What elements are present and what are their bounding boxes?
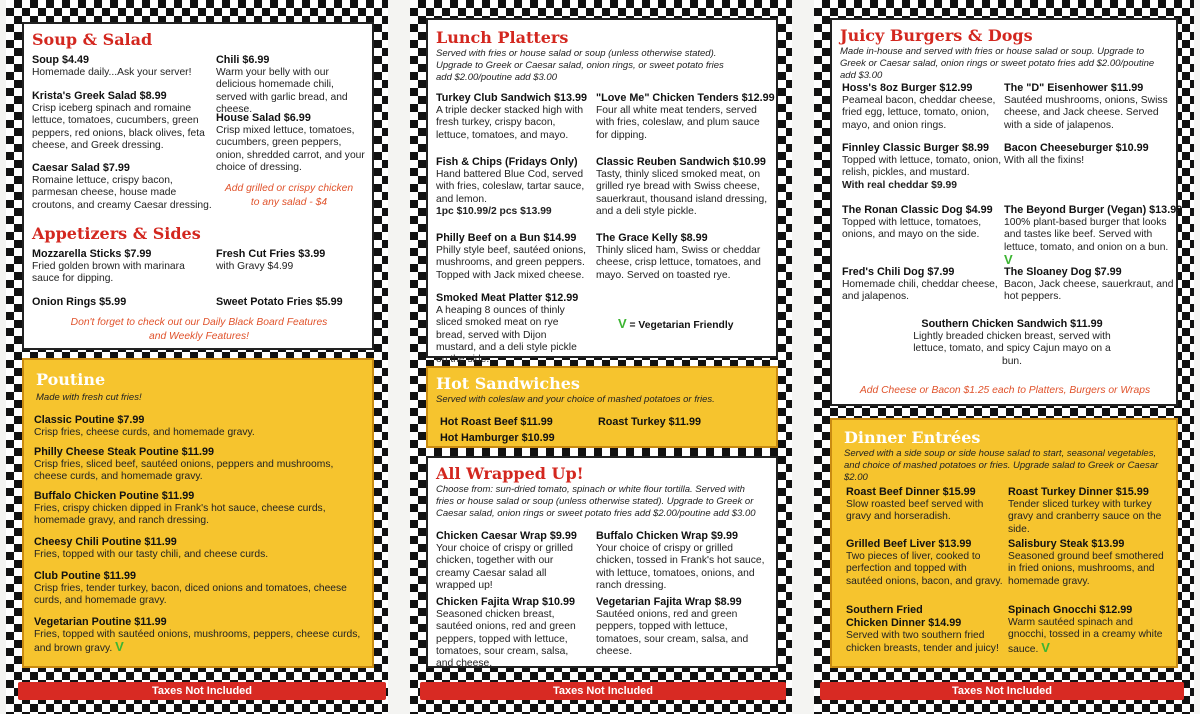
item-name: Krista's Greek Salad $8.99: [32, 90, 167, 102]
menu-item: [912, 318, 1112, 368]
menu-item: [34, 446, 364, 484]
vegetarian-icon: V: [618, 316, 627, 331]
item-desc: Your choice of crispy or grilled chicken, tossed in Frank's hot sauce, with lettuce, tomatoes, onions, and ranch dressing.: [596, 543, 765, 591]
poutine-box: [22, 358, 374, 668]
item-desc: Lightly breaded chicken breast, served with lettuce, tomato, and spicy Cajun mayo on a bun.: [913, 331, 1111, 367]
menu-item: [842, 82, 1002, 132]
item-desc: Topped with lettuce, tomato, onion, relish, pickles, and mustard.: [842, 155, 1002, 179]
item-desc: Seasoned chicken breast, sautéed onions, red and green peppers, topped with lettuce, tomatoes, sour cream, salsa, and cheese.: [436, 609, 576, 670]
item-name: The Ronan Classic Dog $4.99: [842, 204, 993, 216]
menu-item: [846, 486, 1006, 524]
menu-item: [216, 296, 366, 309]
item-name: Buffalo Chicken Wrap $9.99: [596, 530, 738, 542]
menu-item: [436, 596, 588, 670]
item-desc: Crisp fries, tender turkey, bacon, diced onions and tomatoes, cheese curds, and homemade gravy.: [34, 583, 347, 607]
menu-item: [34, 490, 364, 528]
menu-item: [216, 248, 366, 273]
menu-item: [846, 604, 1006, 655]
dinner-entrees-box: [830, 418, 1178, 668]
burgers-heading: Juicy Burgers & Dogs: [840, 26, 1033, 45]
item-desc: Philly style beef, sautéed onions, mushrooms, and green peppers. Topped with Jack mixed cheese.: [436, 245, 586, 281]
menu-item: [34, 536, 364, 561]
item-desc: Slow roasted beef served with gravy and horseradish.: [846, 499, 984, 523]
menu-item: [32, 54, 212, 79]
dinner-heading: Dinner Entrées: [844, 428, 981, 447]
item-desc: Thinly sliced ham, Swiss or cheddar cheese, crisp lettuce, tomatoes, and mayo. Served on toasted rye.: [596, 245, 761, 281]
appetizers-heading: Appetizers & Sides: [32, 224, 201, 243]
dinner-subtitle: Served with a side soup or side house salad to start, seasonal vegetables, and choice of mashed potatoes or fries. Upgrade salad to Greek or Caesar $2.00: [844, 448, 1159, 483]
item-name: Fred's Chili Dog $7.99: [842, 266, 955, 278]
menu-item: [596, 156, 772, 218]
item-name: Hot Hamburger $10.99: [440, 432, 555, 444]
daily-features-note: Don't forget to check out our Daily Black Board Features and Weekly Features!: [70, 317, 328, 342]
all-wrapped-box: [426, 456, 778, 668]
menu-item: [1004, 266, 1174, 304]
item-name: The Beyond Burger (Vegan) $13.99: [1004, 204, 1183, 216]
soup-salad-heading: Soup & Salad: [32, 30, 153, 49]
item-name-line2: Chicken Dinner $14.99: [846, 617, 962, 630]
item-desc: Crisp iceberg spinach and romaine lettuce, tomatoes, cucumbers, green peppers, red onions, black olives, feta cheese, and Greek dressing.: [32, 103, 205, 151]
item-desc: Your choice of crispy or grilled chicken, together with our creamy Caesar salad all wrapped up!: [436, 543, 573, 591]
item-desc: Four all white meat tenders, served with fries, coleslaw, and plum sauce for dipping.: [596, 105, 760, 141]
menu-item: [596, 596, 772, 658]
wrapped-subtitle: Choose from: sun-dried tomato, spinach or white flour tortilla. Served with fries or house salad or soup (unless otherwise stated). Upgrade to Greek or Caesar salad, onion rings or sweet potato fries add $2.00/poutine add $3.00: [436, 484, 756, 519]
taxes-bar-middle: Taxes Not Included: [420, 682, 786, 700]
item-desc: with Gravy $4.99: [216, 261, 294, 273]
item-name: Grilled Beef Liver $13.99: [846, 538, 972, 550]
item-name: The "D" Eisenhower $11.99: [1004, 82, 1144, 94]
menu-item: [32, 90, 210, 152]
item-name: Roast Beef Dinner $15.99: [846, 486, 976, 498]
menu-item: [32, 248, 202, 286]
hot-sandwiches-subtitle: Served with coleslaw and your choice of mashed potatoes or fries.: [436, 394, 715, 405]
menu-item: [842, 142, 1002, 192]
item-name: Classic Poutine $7.99: [34, 414, 145, 426]
item-desc: A heaping 8 ounces of thinly sliced smoked meat on rye bread, served with Dijon mustard, and a deli style pickle on the side.: [436, 305, 577, 366]
item-desc: 100% plant-based burger that looks and tastes like beef. Served with lettuce, tomato, and onion on a bun. V: [1004, 217, 1169, 267]
wrapped-heading: All Wrapped Up!: [436, 464, 584, 483]
item-desc: Sautéed onions, red and green peppers, topped with lettuce, tomatoes, sour cream, salsa, and cheese.: [596, 609, 749, 657]
item-desc: Romaine lettuce, crispy bacon, parmesan cheese, house made croutons, and creamy Caesar dressing.: [32, 175, 212, 211]
vegetarian-icon: V: [1004, 251, 1013, 267]
poutine-heading: Poutine: [36, 370, 106, 389]
menu-item: [846, 538, 1006, 588]
menu-item: [436, 156, 588, 218]
item-desc: Tender sliced turkey with turkey gravy and cranberry sauce on the side.: [1008, 499, 1162, 535]
item-name: Chicken Caesar Wrap $9.99: [436, 530, 577, 542]
taxes-bar-left: Taxes Not Included: [18, 682, 386, 700]
item-name: Philly Beef on a Bun $14.99: [436, 232, 577, 244]
item-name: Soup $4.49: [32, 54, 90, 66]
vegetarian-legend: [618, 318, 768, 332]
item-name: Southern Chicken Sandwich $11.99: [921, 318, 1103, 330]
item-name: Buffalo Chicken Poutine $11.99: [34, 490, 195, 502]
item-desc: Sautéed mushrooms, onions, Swiss cheese, and Jack cheese. Served with a side of jalapenos.: [1004, 95, 1168, 131]
item-name: Roast Turkey Dinner $15.99: [1008, 486, 1149, 498]
item-desc: Warm your belly with our delicious homemade chili, served with garlic bread, and cheese.: [216, 67, 348, 115]
menu-item: [440, 416, 553, 429]
menu-item: [596, 92, 775, 142]
menu-item: [1008, 538, 1172, 588]
item-name: Chili $6.99: [216, 54, 270, 66]
item-name: Turkey Club Sandwich $13.99: [436, 92, 588, 104]
item-name: Chicken Fajita Wrap $10.99: [436, 596, 576, 608]
item-name: Smoked Meat Platter $12.99: [436, 292, 579, 304]
item-name: Finnley Classic Burger $8.99: [842, 142, 990, 154]
item-price-detail: With real cheddar $9.99: [842, 179, 957, 191]
hot-sandwiches-heading: Hot Sandwiches: [436, 374, 580, 393]
item-name: Fish & Chips (Fridays Only): [436, 156, 578, 168]
item-desc: Crisp fries, sliced beef, sautéed onions, peppers and mushrooms, cheese curds, and homemade gravy.: [34, 459, 334, 483]
item-price-detail: 1pc $10.99/2 pcs $13.99: [436, 205, 552, 217]
item-name: Spinach Gnocchi $12.99: [1008, 604, 1133, 616]
item-name: The Sloaney Dog $7.99: [1004, 266, 1122, 278]
menu-item: [596, 232, 772, 282]
lunch-platters-box: [426, 18, 778, 366]
item-name: Vegetarian Poutine $11.99: [34, 616, 167, 628]
item-name: Hoss's 8oz Burger $12.99: [842, 82, 973, 94]
vegetarian-icon: V: [115, 639, 124, 655]
poutine-subtitle: Made with fresh cut fries!: [36, 392, 142, 403]
menu-item: [842, 266, 1002, 304]
item-desc: Fried golden brown with marinara sauce for dipping.: [32, 261, 185, 285]
hot-sandwiches-box: [426, 366, 778, 448]
item-desc: Served with two southern fried chicken breasts, tender and juicy!: [846, 630, 999, 654]
item-desc: Topped with lettuce, tomatoes, onions, and mayo on the side.: [842, 217, 982, 241]
menu-item: [436, 232, 588, 282]
add-cheese-bacon-note: Add Cheese or Bacon $1.25 each to Platters, Burgers or Wraps: [859, 385, 1151, 396]
menu-item: [32, 162, 212, 212]
menu-item: [1008, 604, 1172, 656]
menu-item: [1004, 204, 1183, 268]
menu-item: [598, 416, 701, 429]
item-desc: Fries, topped with our tasty chili, and cheese curds.: [34, 549, 269, 561]
item-name: The Grace Kelly $8.99: [596, 232, 708, 244]
item-desc: Crisp fries, cheese curds, and homemade gravy.: [34, 427, 255, 439]
item-name: Bacon Cheeseburger $10.99: [1004, 142, 1149, 154]
item-desc: Crisp mixed lettuce, tomatoes, cucumbers, green peppers, onion, shredded carrot, and your choice of dressing.: [216, 125, 365, 173]
menu-item: [216, 112, 366, 174]
item-name: Cheesy Chili Poutine $11.99: [34, 536, 177, 548]
item-name: Southern Fried: [846, 604, 923, 616]
item-name: Vegetarian Fajita Wrap $8.99: [596, 596, 742, 608]
menu-item: [596, 530, 772, 592]
item-name: Philly Cheese Steak Poutine $11.99: [34, 446, 215, 458]
item-desc: Homemade chili, cheddar cheese, and jalapenos.: [842, 279, 998, 303]
item-desc: A triple decker stacked high with fresh turkey, crispy bacon, lettuce, tomatoes, and mayo.: [436, 105, 584, 141]
item-name: Club Poutine $11.99: [34, 570, 137, 582]
item-desc: Fries, topped with sautéed onions, mushrooms, peppers, cheese curds, and brown gravy. V: [34, 629, 361, 655]
menu-item: [1008, 486, 1172, 536]
item-name: Mozzarella Sticks $7.99: [32, 248, 152, 260]
menu-item: [32, 296, 202, 309]
taxes-bar-right: Taxes Not Included: [820, 682, 1184, 700]
item-desc: Peameal bacon, cheddar cheese, fried egg, lettuce, tomato, onion, mayo, and onion rings.: [842, 95, 996, 131]
soup-salad-box: [22, 22, 374, 350]
burgers-dogs-box: [830, 18, 1183, 406]
item-name: Roast Turkey $11.99: [598, 416, 702, 428]
item-name: Caesar Salad $7.99: [32, 162, 130, 174]
item-desc: Warm sautéed spinach and gnocchi, tossed in a creamy white sauce. V: [1008, 617, 1163, 655]
item-desc: Fries, crispy chicken dipped in Frank's hot sauce, cheese curds, homemade gravy, and ranch dressing.: [34, 503, 326, 527]
menu-item: [436, 292, 588, 366]
item-name: Classic Reuben Sandwich $10.99: [596, 156, 766, 168]
salad-chicken-note: Add grilled or crispy chicken to any salad - $4: [224, 183, 354, 208]
item-name: Fresh Cut Fries $3.99: [216, 248, 326, 260]
menu-item: [34, 414, 364, 439]
burgers-subtitle: Made in-house and served with fries or house salad or soup. Upgrade to Greek or Caesar salad, onion rings or sweet potato fries add $2.00/poutine add $3.00: [840, 46, 1155, 81]
menu-item: [1004, 82, 1174, 132]
item-name: Onion Rings $5.99: [32, 296, 127, 308]
menu-item: [34, 570, 364, 608]
item-name: Sweet Potato Fries $5.99: [216, 296, 343, 308]
lunch-subtitle: Served with fries or house salad or soup (unless otherwise stated). Upgrade to Greek or Caesar salad, onion rings, or sweet potato fries add $2.00/poutine add $3.00: [436, 48, 724, 83]
vegetarian-icon: V: [1041, 639, 1050, 655]
item-desc: Seasoned ground beef smothered in fried onions, mushrooms, and homemade gravy.: [1008, 551, 1164, 587]
item-desc: Homemade daily...Ask your server!: [32, 67, 192, 79]
menu-item: [842, 204, 1002, 242]
menu-item: [436, 530, 588, 592]
item-desc: Hand battered Blue Cod, served with fries, coleslaw, tartar sauce, and lemon.: [436, 169, 585, 205]
item-desc: Tasty, thinly sliced smoked meat, on grilled rye bread with Swiss cheese, sauerkraut, thousand island dressing, and a deli style pickle.: [596, 169, 768, 217]
menu-item: [34, 616, 364, 656]
item-name: House Salad $6.99: [216, 112, 311, 124]
menu-item: [436, 92, 588, 142]
item-desc: Bacon, Jack cheese, sauerkraut, and hot peppers.: [1004, 279, 1174, 303]
lunch-heading: Lunch Platters: [436, 28, 569, 47]
vegetarian-legend-text: = Vegetarian Friendly: [629, 320, 734, 331]
item-desc: With all the fixins!: [1004, 155, 1085, 167]
menu-item: [1004, 142, 1174, 167]
item-name: Salisbury Steak $13.99: [1008, 538, 1125, 550]
item-name: Hot Roast Beef $11.99: [440, 416, 553, 428]
item-name: "Love Me" Chicken Tenders $12.99: [596, 92, 775, 104]
menu-item: [216, 54, 366, 116]
item-desc: Two pieces of liver, cooked to perfection and topped with sautéed onions, bacon, and gravy.: [846, 551, 1003, 587]
menu-item: [440, 432, 555, 445]
